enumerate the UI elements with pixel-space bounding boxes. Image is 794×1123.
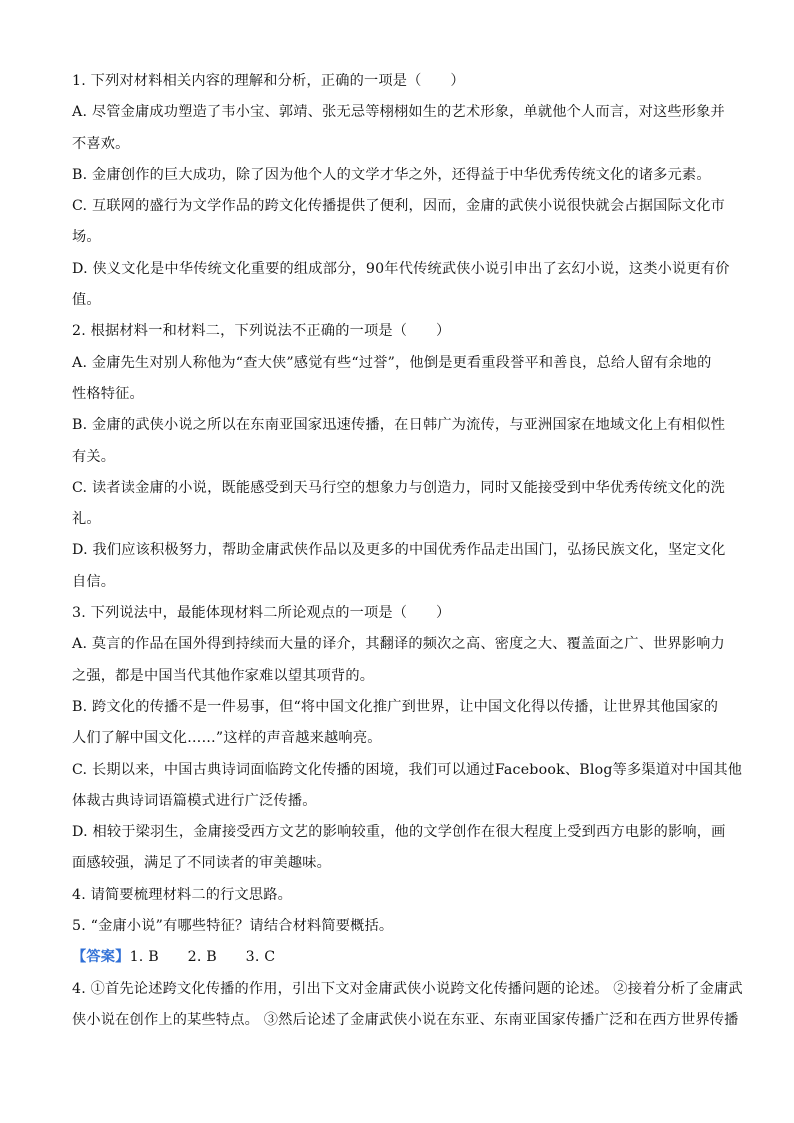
text-line: A. 尽管金庸成功塑造了韦小宝、郭靖、张无忌等栩栩如生的艺术形象，单就他个人而言，对这些形象并 [72, 104, 725, 121]
text-line: 之强，都是中国当代其他作家难以望其项背的。 [72, 667, 375, 684]
text-line: D. 相较于梁羽生，金庸接受西方文艺的影响较重，他的文学创作在很大程度上受到西方电影的影响，画 [72, 824, 726, 841]
text-line: 性格特征。 [72, 385, 144, 402]
text-line: B. 金庸的武侠小说之所以在东南亚国家迅速传播，在日韩广为流传，与亚洲国家在地域文化上有相似性 [72, 417, 726, 434]
text-line: 面感较强，满足了不同读者的审美趣味。 [72, 855, 331, 872]
text-line: 有关。 [72, 448, 116, 465]
text-line: A. 莫言的作品在国外得到持续而大量的译介，其翻译的频次之高、密度之大、覆盖面之广、世界影响力 [72, 636, 725, 653]
text-line: A. 金庸先生对别人称他为“查大侠”感觉有些“过誉”，他倒是更看重段誉平和善良，总给人留有余地的 [72, 354, 712, 371]
answer-line [72, 942, 722, 973]
document-page [72, 66, 743, 1036]
text-line: D. 侠义文化是中华传统文化重要的组成部分，90年代传统武侠小说引申出了玄幻小说，这类小说更有价 [72, 260, 730, 277]
text-line: 场。 [72, 229, 101, 246]
text-line: C. 互联网的盛行为文学作品的跨文化传播提供了便利，因而，金庸的武侠小说很快就会占据国际文化市 [72, 198, 726, 215]
text-line: 自信。 [72, 573, 116, 590]
text-line: 3. 下列说法中，最能体现材料二所论观点的一项是（ ） [72, 605, 451, 622]
text-line: B. 跨文化的传播不是一件易事，但“将中国文化推广到世界，让中国文化得以传播，让世界其他国家的 [72, 698, 719, 715]
text-line: 礼。 [72, 511, 101, 528]
text-line: 5. “金庸小说”有哪些特征？请结合材料简要概括。 [72, 918, 394, 935]
text-line: 4. 请简要梳理材料二的行文思路。 [72, 886, 293, 903]
text-line: 不喜欢。 [72, 135, 130, 152]
answer-text: 1. B 2. B 3. C [129, 949, 276, 966]
text-line: 侠小说在创作上的某些特点。 ③然后论述了金庸武侠小说在东亚、东南亚国家传播广泛和在西方世界传播 [72, 1011, 739, 1028]
text-line: 1. 下列对材料相关内容的理解和分析，正确的一项是（ ） [72, 73, 465, 89]
text-line: B. 金庸创作的巨大成功，除了因为他个人的文学才华之外，还得益于中华优秀传统文化的诸多元素。 [72, 166, 711, 183]
text-line: D. 我们应该积极努力，帮助金庸武侠作品以及更多的中国优秀作品走出国门，弘扬民族文化，坚定文化 [72, 542, 726, 559]
text-line: 4. ①首先论述跨文化传播的作用，引出下文对金庸武侠小说跨文化传播问题的论述。 ②接着分析了金庸武 [72, 980, 743, 997]
text-line: 体裁古典诗词语篇模式进行广泛传播。 [72, 792, 317, 809]
text-line: C. 读者读金庸的小说，既能感受到天马行空的想象力与创造力，同时又能接受到中华优秀传统文化的洗 [72, 479, 726, 496]
text-line: 人们了解中国文化……”这样的声音越来越响亮。 [72, 730, 382, 747]
text-line: C. 长期以来，中国古典诗词面临跨文化传播的困境，我们可以通过Facebook、Blog等多渠道对中国其他 [72, 761, 743, 778]
text-line: 2. 根据材料一和材料二，下列说法不正确的一项是（ ） [72, 323, 451, 340]
answer-label: 【答案】 [72, 949, 130, 966]
text-line: 值。 [72, 292, 101, 309]
